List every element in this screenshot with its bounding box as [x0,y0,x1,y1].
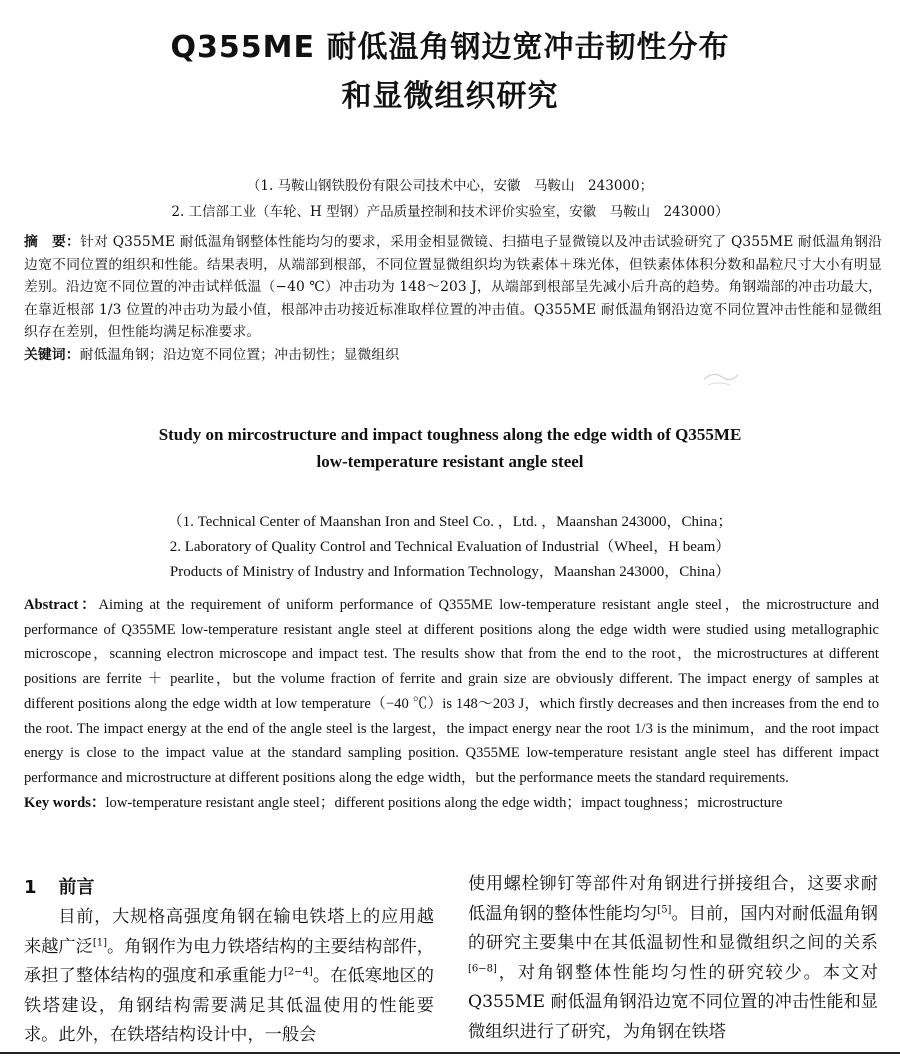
section-number: 1 [24,877,37,898]
body-right-text-3: ，对角钢整体性能均匀性的研究较少。本文对 Q355ME 耐低温角钢沿边宽不同位置的冲击性能和显微组织进行了研究，为角钢在铁塔 [468,962,878,1042]
section-heading [24,873,95,899]
affiliation-cn-1: （1. 马鞍山钢铁股份有限公司技术中心，安徽 马鞍山 243000； [246,178,654,194]
body-right-text-2: 。目前，国内对耐低温角钢的研究主要集中在其低温韧性和显微组织之间的关系 [468,903,878,953]
abstract-en [24,593,879,815]
abstract-en-label: Abstract： [24,597,99,613]
body-left-text-3: 。在低寒地区的铁塔建设，角钢结构需要满足其低温使用的性能要求。此外，在铁塔结构设计中，一般会 [24,966,434,1045]
abstract-cn-text: 针对 Q355ME 耐低温角钢整体性能均匀的要求，采用金相显微镜、扫描电子显微镜以及冲击试验研究了 Q355ME 耐低温角钢沿边宽不同位置的组织和性能。结果表明，从端部到根部，不同位置显微组织均为铁素体＋珠光体，但铁素体体积分数和晶粒尺寸大小有明显差别。沿边宽不同位置的冲击试样低温（−40 ℃）冲击功为 148～203 J，从端部到根部呈先减小后升高的趋势。角钢端部的冲击功最大，在靠近根部 1/3 位置的冲击功为最小值，根部冲击功接近标准取样位置的冲击值。Q355ME 耐低温角钢沿边宽不同位置冲击性能和显微组织存在差别，但性能均满足标准要求。 [24,234,883,340]
title-cn-line1: Q355ME 耐低温角钢边宽冲击韧性分布 [170,30,730,65]
affiliation-cn-2: 2. 工信部工业（车轮、H 型钢）产品质量控制和技术评价实验室，安徽 马鞍山 243000） [171,204,729,220]
body-left-text-2: 。角钢作为电力铁塔结构的主要结构部件，承担了整体结构的强度和承重能力 [24,936,434,986]
citation-1: [1] [92,936,108,948]
section-title: 前言 [58,877,95,898]
body-left-text-1: 目前，大规格高强度角钢在输电铁塔上的应用越来越广泛 [24,907,434,957]
keywords-en-text: low-temperature resistant angle steel；different positions along the edge width；impact toughness；microstructure [105,794,783,811]
citation-5: [5] [657,903,672,915]
abstract-en-text: Aiming at the requirement of uniform performance of Q355ME low-temperature resistant angle steel，the microstructure and performance of Q355ME low-temperature resistant angle steel at different positions along the edge width were studied using metallographic microscope，scanning electron microscope and impact test. The results show that from the end to the root，the microstructures at different positions are ferrite ＋ pearlite，but the volume fraction of ferrite and grain size are obviously different. The impact energy of samples at different positions along the edge width at low temperature（−40 ℃）is 148～203 J，which firstly decreases and then increases from the end to the root. The impact energy at the end of the angle steel is the largest，the impact energy near the root 1/3 is the minimum，and the root impact energy is close to the impact value at the standard sampling position. Q355ME low-temperature resistant angle steel has different impact performance and microstructure at different positions along the edge width，but the performance meets the standard requirements. [24,597,879,786]
title-en-line2: low-temperature resistant angle steel [316,452,584,471]
citation-2-4: [2−4] [283,966,313,978]
title-cn-line2: 和显微组织研究 [341,79,559,114]
affiliation-en-3: Products of Ministry of Industry and Information Technology，Maanshan 243000，China） [169,564,731,580]
affiliation-en-1: （1. Technical Center of Maanshan Iron and Steel Co. ，Ltd. ，Maanshan 243000，China； [167,514,733,530]
citation-6-8: [6−8] [468,962,497,974]
body-right-text-1: 使用螺栓铆钉等部件对角钢进行拼接组合，这要求耐低温角钢的整体性能均匀 [468,874,878,924]
keywords-en-label: Key words： [24,794,106,811]
abstract-cn-label: 摘 要： [24,234,81,250]
keywords-cn-label: 关键词： [24,346,80,363]
body-left-column [24,903,434,1051]
affiliation-en-2: 2. Laboratory of Quality Control and Technical Evaluation of Industrial（Wheel，H beam） [169,539,731,555]
keywords-cn-text: 耐低温角钢；沿边宽不同位置；冲击韧性；显微组织 [79,346,400,363]
bottom-rule [0,1052,900,1054]
abstract-cn [24,231,882,366]
scan-speck [700,365,740,395]
body-right-column [468,870,878,1047]
title-en-line1: Study on mircostructure and impact toughness along the edge width of Q355ME [158,425,742,444]
